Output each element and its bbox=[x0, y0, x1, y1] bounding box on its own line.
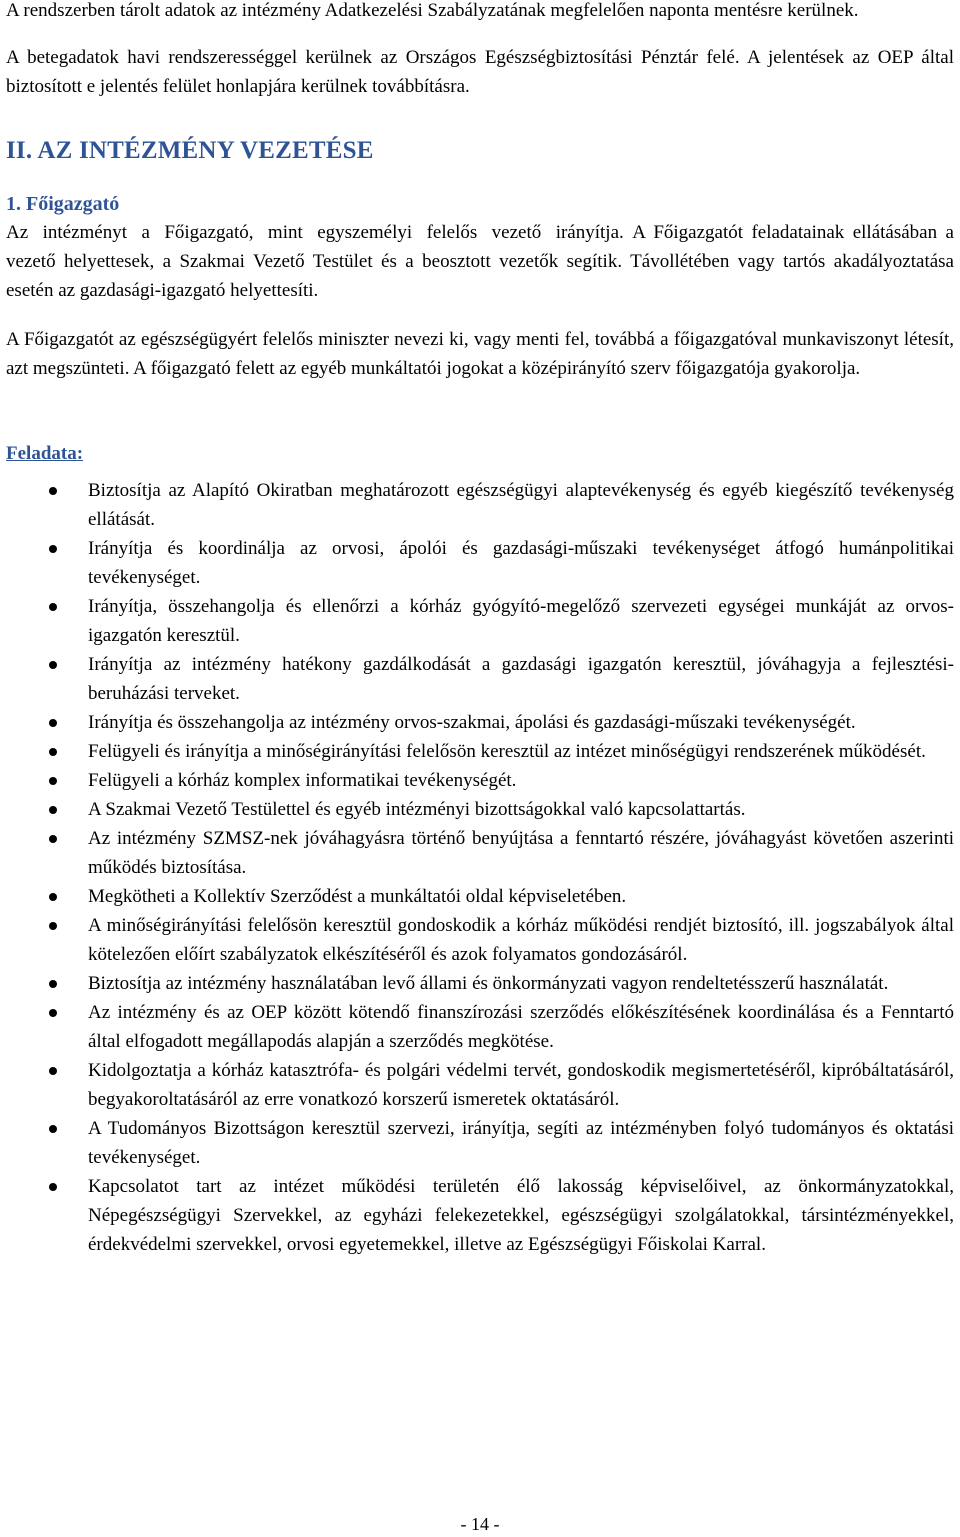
list-item bbox=[6, 882, 954, 911]
bullet-icon bbox=[49, 748, 57, 756]
page-number: - 14 - bbox=[460, 1514, 500, 1534]
list-item bbox=[6, 650, 954, 708]
tasks-heading: Feladata: bbox=[6, 443, 84, 464]
paragraph-director-appointment: A Főigazgatót az egészségügyért felelős miniszter nevezi ki, vagy menti fel, továbbá a főigazgatóval munkaviszonyt létesít, azt megszünteti. A főigazgató felett az egyéb munkáltatói jogokat a középirányító szerv főigazgatója gyakorolja. bbox=[6, 329, 954, 379]
list-item-text: Irányítja, összehangolja és ellenőrzi a kórház gyógyító-megelőző szervezeti egységei munkáját az orvos-igazgatón keresztül. bbox=[88, 596, 954, 646]
bullet-icon bbox=[49, 893, 57, 901]
bullet-icon bbox=[49, 806, 57, 814]
list-item bbox=[6, 1172, 954, 1259]
bullet-icon bbox=[49, 603, 57, 611]
paragraph-patient-data-reporting: A betegadatok havi rendszerességgel kerülnek az Országos Egészségbiztosítási Pénztár felé. A jelentések az OEP által biztosított e jelentés felület honlapjára kerülnek továbbításra. bbox=[6, 47, 954, 97]
list-item-text: Felügyeli a kórház komplex informatikai tevékenységét. bbox=[88, 770, 517, 791]
paragraph-director-deputies: A Főigazgatót feladatainak ellátásában a vezető helyettesek, a Szakmai Vezető Testület és a beosztott vezetők segítik. Távollétében vagy tartós akadályoztatása esetén az gazdasági-igazgató helyettesíti. bbox=[6, 222, 954, 301]
bullet-icon bbox=[49, 980, 57, 988]
list-item bbox=[6, 824, 954, 882]
document-page bbox=[6, 0, 954, 1537]
list-item bbox=[6, 969, 954, 998]
list-item bbox=[6, 534, 954, 592]
list-item-text: Irányítja és összehangolja az intézmény orvos-szakmai, ápolási és gazdasági-műszaki tevékenységét. bbox=[88, 712, 856, 733]
list-item-text: Kidolgoztatja a kórház katasztrófa- és polgári védelmi tervét, gondoskodik megismertetéséről, kipróbáltatásáról, begyakoroltatásáról az erre vonatkozó korszerű ismeretek oktatásáról. bbox=[88, 1060, 954, 1110]
list-item-text: A Szakmai Vezető Testülettel és egyéb intézményi bizottságokkal való kapcsolattartás. bbox=[88, 799, 746, 820]
list-item bbox=[6, 476, 954, 534]
list-item bbox=[6, 766, 954, 795]
section-heading: II. AZ INTÉZMÉNY VEZETÉSE bbox=[6, 137, 374, 164]
list-item-text: Az intézmény és az OEP között kötendő finanszírozási szerződés előkészítésének koordinálása és a Fenntartó által elfogadott megállapodás alapján a szerződés megkötése. bbox=[88, 1002, 954, 1052]
bullet-icon bbox=[49, 719, 57, 727]
list-item bbox=[6, 1114, 954, 1172]
bullet-icon bbox=[49, 661, 57, 669]
list-item-text: Biztosítja az intézmény használatában levő állami és önkormányzati vagyon rendeltetésszerű használatát. bbox=[88, 973, 889, 994]
list-item-text: Felügyeli és irányítja a minőségirányítási felelősön keresztül az intézet minőségügyi rendszerének működését. bbox=[88, 741, 926, 762]
list-item bbox=[6, 795, 954, 824]
list-item-text: Az intézmény SZMSZ-nek jóváhagyásra történő benyújtása a fenntartó részére, jóváhagyást követően aszerinti működés biztosítása. bbox=[88, 828, 954, 878]
bullet-icon bbox=[49, 1067, 57, 1075]
list-item-text: Megkötheti a Kollektív Szerződést a munkáltatói oldal képviseletében. bbox=[88, 886, 627, 907]
list-item-text: A minőségirányítási felelősön keresztül gondoskodik a kórház működési rendjét biztosító, ill. jogszabályok által kötelezően előírt szabályzatok elkészítéséről és azok folyamatos gondozásáról. bbox=[88, 915, 954, 965]
bullet-icon bbox=[49, 922, 57, 930]
list-item bbox=[6, 1056, 954, 1114]
paragraph-director bbox=[6, 218, 954, 305]
list-item-text: A Tudományos Bizottságon keresztül szervezi, irányítja, segíti az intézményben folyó tudományos és oktatási tevékenységet. bbox=[88, 1118, 954, 1168]
list-item bbox=[6, 911, 954, 969]
bullet-icon bbox=[49, 487, 57, 495]
bullet-icon bbox=[49, 777, 57, 785]
list-item-text: Irányítja és koordinálja az orvosi, ápolói és gazdasági-műszaki tevékenységet átfogó humánpolitikai tevékenységet. bbox=[88, 538, 954, 588]
paragraph-data-backup: A rendszerben tárolt adatok az intézmény Adatkezelési Szabályzatának megfelelően naponta mentésre kerülnek. bbox=[6, 0, 859, 21]
list-item-text: Biztosítja az Alapító Okiratban meghatározott egészségügyi alaptevékenység és egyéb kiegészítő tevékenység ellátását. bbox=[88, 480, 954, 530]
paragraph-director-role: Az intézményt a Főigazgató, mint egyszemélyi felelős vezető irányítja. bbox=[6, 222, 624, 243]
bullet-icon bbox=[49, 835, 57, 843]
tasks-list bbox=[6, 476, 954, 1259]
bullet-icon bbox=[49, 1183, 57, 1191]
list-item bbox=[6, 737, 954, 766]
list-item bbox=[6, 998, 954, 1056]
bullet-icon bbox=[49, 545, 57, 553]
list-item-text: Irányítja az intézmény hatékony gazdálkodását a gazdasági igazgatón keresztül, jóváhagyja a fejlesztési-beruházási terveket. bbox=[88, 654, 954, 704]
list-item bbox=[6, 708, 954, 737]
list-item bbox=[6, 592, 954, 650]
list-item-text: Kapcsolatot tart az intézet működési területén élő lakosság képviselőivel, az önkormányzatokkal, Népegészségügyi Szervekkel, az egyházi felekezetekkel, egészségügyi szolgálatokkal, társintézményekkel, érdekvédelmi szervekkel, orvosi egyetemekkel, illetve az Egészségügyi Főiskolai Karral. bbox=[88, 1176, 954, 1255]
subsection-heading: 1. Főigazgató bbox=[6, 193, 120, 215]
bullet-icon bbox=[49, 1009, 57, 1017]
bullet-icon bbox=[49, 1125, 57, 1133]
